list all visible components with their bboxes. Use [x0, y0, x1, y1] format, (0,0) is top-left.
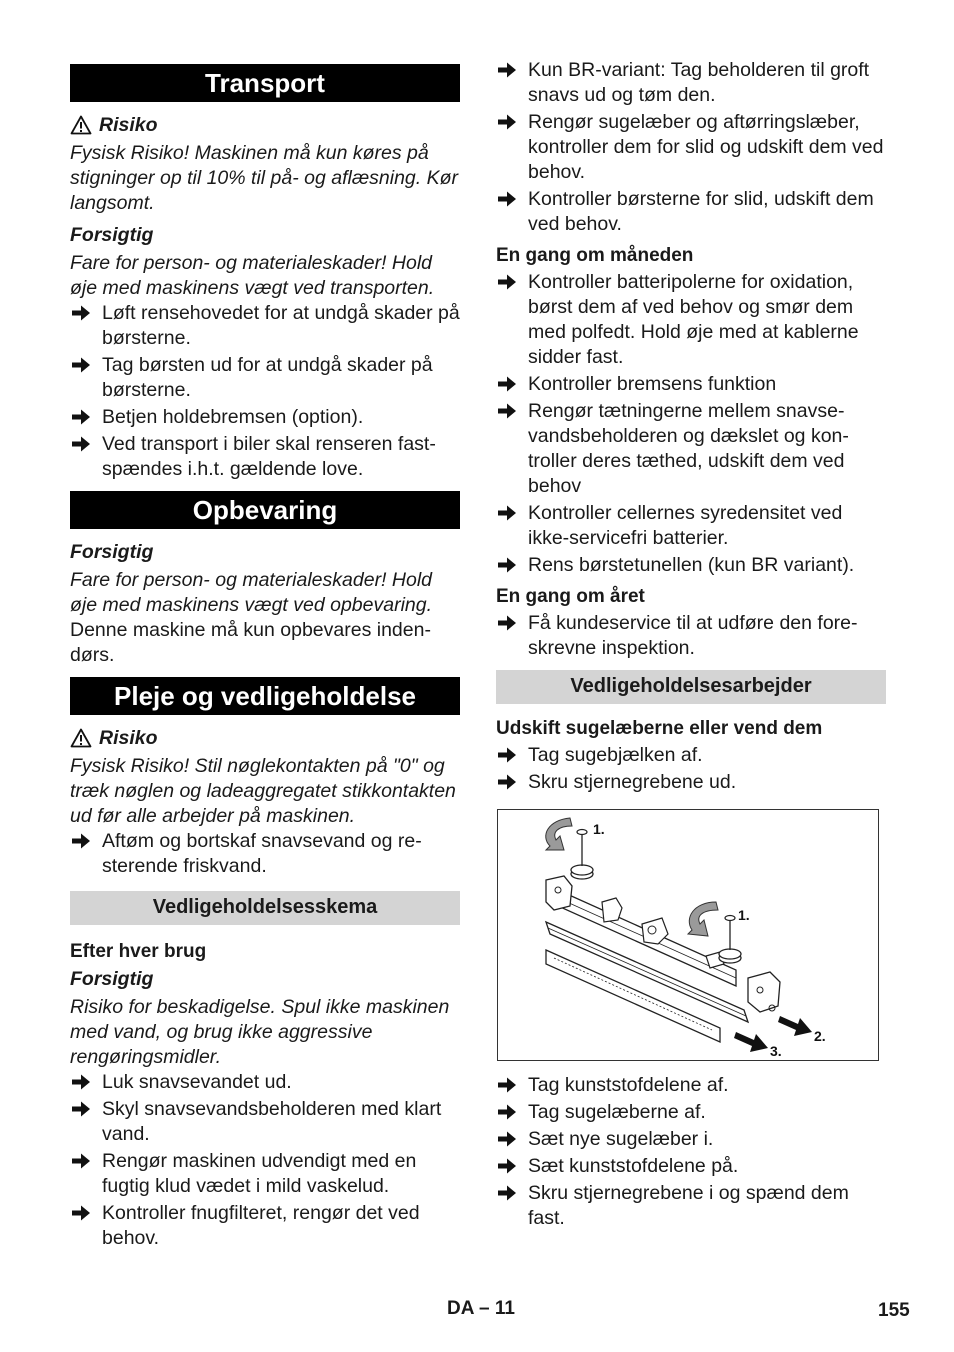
- arrow-right-icon: [71, 304, 91, 322]
- caution-text-transport: Fare for person- og materialeskader! Hold øje med maskinens vægt ved transporten.: [70, 252, 435, 299]
- after-use-heading: Efter hver brug: [70, 941, 207, 962]
- arrow-right-icon: [497, 113, 517, 131]
- risk-text-care: Fysisk Risiko! Stil nøglekontakten på "0" og træk nøglen og ladeaggregatet stikkontakten ud før alle arbejder på maskinen.: [70, 755, 456, 827]
- list-item: Skru stjernegrebene ud.: [496, 770, 886, 795]
- arrow-right-icon: [71, 408, 91, 426]
- arrow-right-icon: [71, 1073, 91, 1091]
- arrow-right-icon: [497, 273, 517, 291]
- list-item: Sæt kunststofdelene på.: [496, 1154, 886, 1179]
- after-use-list: [70, 1070, 460, 1251]
- risk-warning-care: [70, 725, 460, 751]
- list-item: Løft rensehovedet for at undgå skader på børsterne.: [70, 301, 460, 351]
- list-item: Kontroller bremsens funktion: [496, 372, 886, 397]
- arrow-right-icon: [497, 614, 517, 632]
- storage-note: Denne maskine må kun opbevares indendørs.: [70, 619, 431, 666]
- list-item: Tag sugebjælken af.: [496, 743, 886, 768]
- care-list: [70, 829, 460, 879]
- arrow-right-icon: [71, 356, 91, 374]
- heading-care: Pleje og vedligeholdelse: [70, 677, 460, 715]
- list-item: Tag sugelæberne af.: [496, 1100, 886, 1125]
- figure-label: 2.: [814, 1028, 826, 1044]
- warning-triangle-icon: [70, 728, 92, 748]
- list-item: Kun BR-variant: Tag beholderen til groft snavs ud og tøm den.: [496, 58, 886, 108]
- list-item: Luk snavsevandet ud.: [70, 1070, 460, 1095]
- top-list: [496, 58, 886, 237]
- caution-label-transport: Forsigtig: [70, 224, 154, 246]
- risk-label: Risiko: [99, 727, 158, 749]
- arrow-right-icon: [71, 1204, 91, 1222]
- figure-label: 1.: [738, 907, 750, 923]
- arrow-right-icon: [497, 746, 517, 764]
- list-item: Rengør tætningerne mellem snavsevandsbeholderen og dækslet og kontroller deres tæthed, udskift dem ved behov: [496, 399, 886, 499]
- arrow-right-icon: [497, 61, 517, 79]
- arrow-right-icon: [71, 435, 91, 453]
- replace-lips-heading: Udskift sugelæberne eller vend dem: [496, 718, 823, 739]
- list-item: Tag kunststofdelene af.: [496, 1073, 886, 1098]
- heading-storage: Opbevaring: [70, 491, 460, 529]
- list-item: Kontroller batteripolerne for oxidation, børst dem af ved behov og smør dem med polfedt. Hold øje med at kablerne sidder fast.: [496, 270, 886, 370]
- heading-schedule: Vedligeholdelsesskema: [70, 891, 460, 925]
- yearly-heading: En gang om året: [496, 586, 645, 607]
- list-item: Kontroller cellernes syredensitet ved ikke-servicefri batterier.: [496, 501, 886, 551]
- heading-maintenance-work: Vedligeholdelsesarbejder: [496, 670, 886, 704]
- arrow-right-icon: [497, 375, 517, 393]
- list-item: Aftøm og bortskaf snavsevand og resterende friskvand.: [70, 829, 460, 879]
- caution-text-storage: Fare for person- og materialeskader! Hold øje med maskinens vægt ved opbevaring.: [70, 569, 433, 616]
- figure-label: 1.: [593, 821, 605, 837]
- caution-label-storage: Forsigtig: [70, 541, 154, 563]
- arrow-right-icon: [497, 1103, 517, 1121]
- work-list-a: [496, 743, 886, 795]
- arrow-right-icon: [71, 1152, 91, 1170]
- list-item: Rens børstetunellen (kun BR variant).: [496, 553, 886, 578]
- footer-section: DA – 11: [447, 1298, 515, 1319]
- left-column: [70, 64, 460, 1253]
- arrow-right-icon: [497, 1157, 517, 1175]
- risk-text-transport: Fysisk Risiko! Maskinen må kun køres på stigninger op til 10% til på- og aflæsning. Kør langsomt.: [70, 142, 459, 214]
- arrow-right-icon: [497, 190, 517, 208]
- list-item: Skru stjernegrebene i og spænd dem fast.: [496, 1181, 886, 1231]
- arrow-right-icon: [497, 1076, 517, 1094]
- work-list-b: [496, 1073, 886, 1231]
- right-column: [496, 58, 886, 1233]
- yearly-list: [496, 611, 886, 661]
- arrow-right-icon: [497, 1184, 517, 1202]
- squeegee-illustration: [497, 809, 879, 1061]
- list-item: Tag børsten ud for at undgå skader på børsterne.: [70, 353, 460, 403]
- list-item: Betjen holdebremsen (option).: [70, 405, 460, 430]
- monthly-list: [496, 270, 886, 578]
- arrow-right-icon: [497, 504, 517, 522]
- arrow-right-icon: [497, 556, 517, 574]
- arrow-right-icon: [71, 832, 91, 850]
- risk-warning-transport: [70, 112, 460, 138]
- list-item: Kontroller fnugfilteret, rengør det ved behov.: [70, 1201, 460, 1251]
- list-item: Skyl snavsevandsbeholderen med klart vand.: [70, 1097, 460, 1147]
- arrow-right-icon: [497, 1130, 517, 1148]
- caution-label-schedule: Forsigtig: [70, 968, 154, 990]
- arrow-right-icon: [497, 402, 517, 420]
- list-item: Kontroller børsterne for slid, udskift dem ved behov.: [496, 187, 886, 237]
- monthly-heading: En gang om måneden: [496, 245, 694, 266]
- arrow-right-icon: [497, 773, 517, 791]
- page-number: 155: [878, 1300, 910, 1321]
- list-item: Rengør maskinen udvendigt med en fugtig klud vædet i mild vaskelud.: [70, 1149, 460, 1199]
- risk-label: Risiko: [99, 114, 158, 136]
- list-item: Sæt nye sugelæber i.: [496, 1127, 886, 1152]
- heading-transport: Transport: [70, 64, 460, 102]
- squeegee-diagram: [498, 810, 878, 1060]
- caution-text-schedule: Risiko for beskadigelse. Spul ikke maskinen med vand, og brug ikke aggressive rengøringsmidler.: [70, 996, 450, 1068]
- warning-triangle-icon: [70, 115, 92, 135]
- list-item: Få kundeservice til at udføre den foreskrevne inspektion.: [496, 611, 886, 661]
- list-item: Ved transport i biler skal renseren fastspændes i.h.t. gældende love.: [70, 432, 460, 482]
- transport-list: [70, 301, 460, 482]
- arrow-right-icon: [71, 1100, 91, 1118]
- list-item: Rengør sugelæber og aftørringslæber, kontroller dem for slid og udskift dem ved behov.: [496, 110, 886, 185]
- figure-label: 3.: [770, 1043, 782, 1059]
